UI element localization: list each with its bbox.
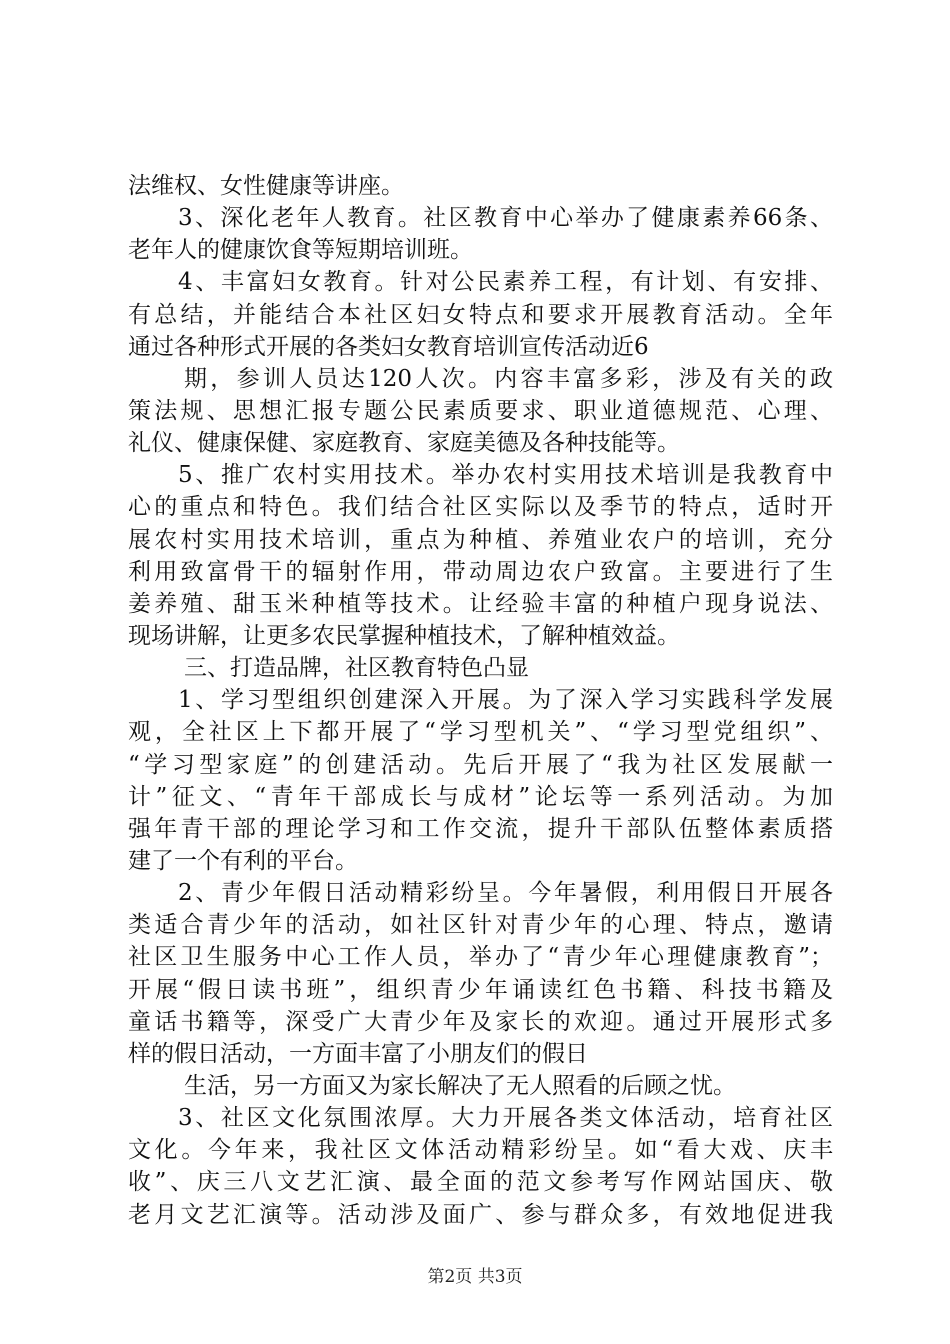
page-number-footer: 第2页 共3页 (427, 1267, 523, 1287)
text-line: 收”、庆三八文艺汇演、最全面的范文参考写作网站国庆、敬 (128, 1169, 833, 1196)
text-line: 社区卫生服务中心工作人员，举办了“青少年心理健康教育”； (128, 944, 833, 971)
text-line: 现场讲解，让更多农民掌握种植技术，了解种植效益。 (128, 622, 680, 649)
text-line: 计”征文、“青年干部成长与成材”论坛等一系列活动。为加 (128, 783, 833, 810)
text-line: 利用致富骨干的辐射作用，带动周边农户致富。主要进行了生 (128, 558, 833, 585)
text-line: 5、推广农村实用技术。举办农村实用技术培训是我教育中 (178, 462, 833, 489)
text-line: 建了一个有利的平台。 (128, 847, 358, 874)
text-line: 样的假日活动，一方面丰富了小朋友们的假日 (128, 1040, 588, 1067)
text-line: 有总结，并能结合本社区妇女特点和要求开展教育活动。全年 (128, 301, 833, 328)
text-line: 童话书籍等，深受广大青少年及家长的欢迎。通过开展形式多 (128, 1008, 833, 1035)
text-line: 展农村实用技术培训，重点为种植、养殖业农户的培训，充分 (128, 526, 833, 553)
text-line: 2、青少年假日活动精彩纷呈。今年暑假，利用假日开展各 (178, 880, 833, 907)
text-line: 3、社区文化氛围浓厚。大力开展各类文体活动，培育社区 (178, 1105, 833, 1132)
document-body (128, 170, 833, 1231)
text-line: 通过各种形式开展的各类妇女教育培训宣传活动近6 (128, 333, 649, 360)
text-line: 法维权、女性健康等讲座。 (128, 173, 404, 199)
section-heading: 三、打造品牌，社区教育特色凸显 (184, 655, 529, 682)
text-line: 老年人的健康饮食等短期培训班。 (128, 237, 473, 264)
text-line: 开展“假日读书班”，组织青少年诵读红色书籍、科技书籍及 (128, 976, 833, 1003)
text-line: 姜养殖、甜玉米种植等技术。让经验丰富的种植户现身说法、 (128, 590, 833, 617)
text-line: 1、学习型组织创建深入开展。为了深入学习实践科学发展 (178, 687, 833, 714)
text-line: 类适合青少年的活动，如社区针对青少年的心理、特点，邀请 (128, 912, 833, 939)
text-line: 心的重点和特色。我们结合社区实际以及季节的特点，适时开 (128, 494, 833, 521)
text-line: 生活，另一方面又为家长解决了无人照看的后顾之忧。 (184, 1072, 736, 1099)
text-line: 礼仪、健康保健、家庭教育、家庭美德及各种技能等。 (128, 430, 680, 457)
text-line: 4、丰富妇女教育。针对公民素养工程，有计划、有安排、 (178, 269, 833, 296)
text-line: 期，参训人员达120人次。内容丰富多彩，涉及有关的政 (184, 365, 833, 392)
text-line: 老月文艺汇演等。活动涉及面广、参与群众多，有效地促进我 (128, 1201, 833, 1228)
text-line: 策法规、思想汇报专题公民素质要求、职业道德规范、心理、 (128, 397, 833, 424)
text-line: 观，全社区上下都开展了“学习型机关”、“学习型党组织”、 (128, 719, 833, 746)
text-line: 文化。今年来，我社区文体活动精彩纷呈。如“看大戏、庆丰 (128, 1137, 833, 1164)
text-line: 强年青干部的理论学习和工作交流，提升干部队伍整体素质搭 (128, 815, 833, 842)
text-line: “学习型家庭”的创建活动。先后开展了“我为社区发展献一 (128, 751, 833, 778)
text-line: 3、深化老年人教育。社区教育中心举办了健康素养66条、 (178, 205, 833, 232)
